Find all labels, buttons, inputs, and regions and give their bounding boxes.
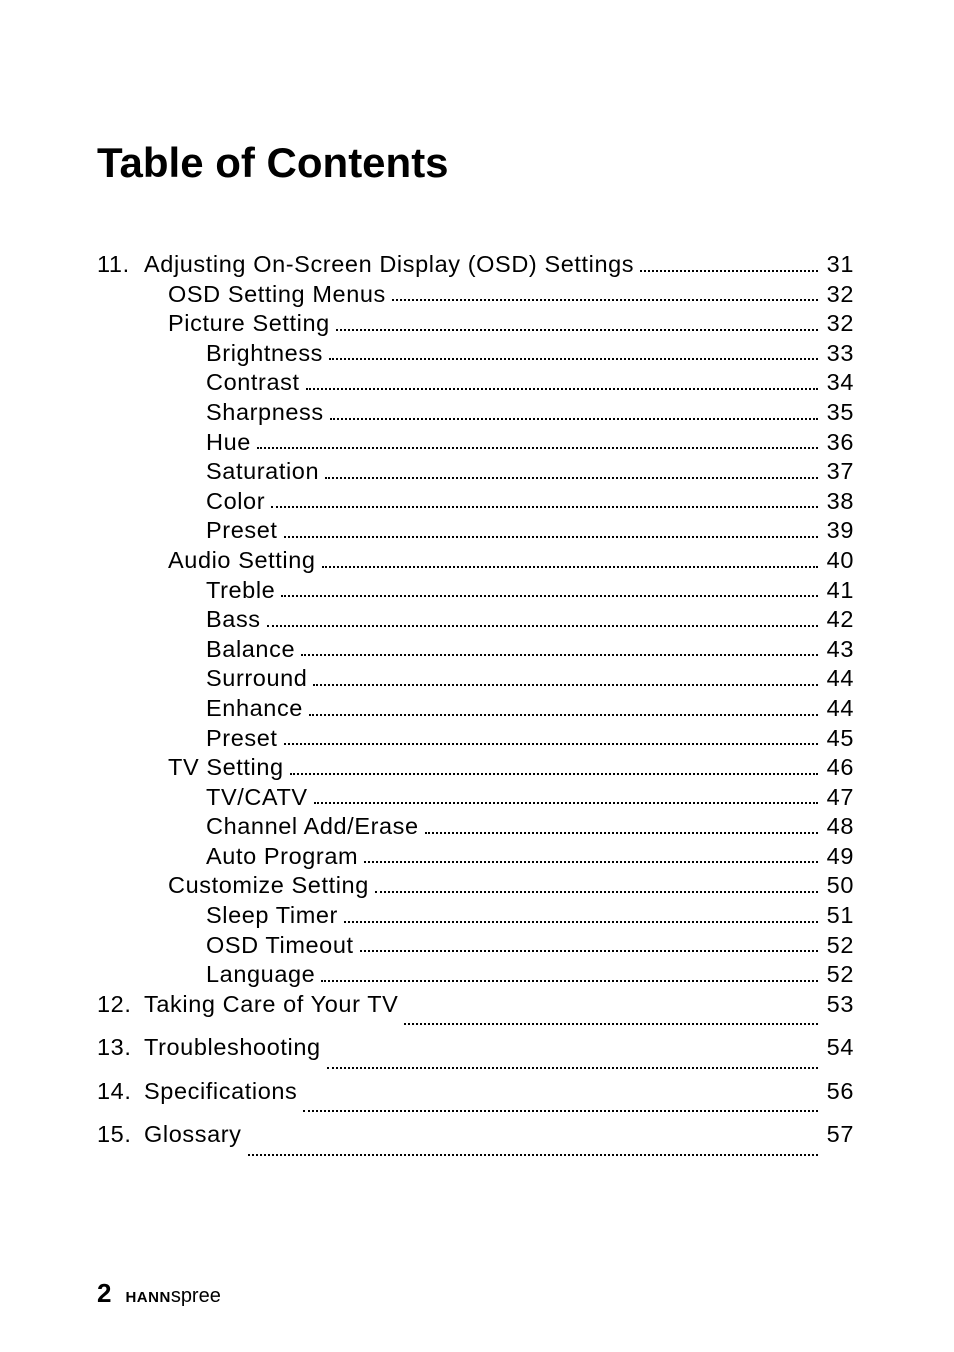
toc-entry-title	[206, 339, 329, 369]
toc-chapter-number: 15.	[97, 1121, 132, 1148]
brand-logo-bold: HANN	[125, 1289, 171, 1306]
toc-section-entry[interactable]	[97, 487, 854, 517]
toc-section-entry[interactable]	[97, 901, 854, 931]
toc-entry-title	[206, 428, 257, 458]
dot-leader	[248, 1120, 818, 1164]
toc-entry-title	[168, 280, 392, 310]
dot-leader	[327, 1033, 818, 1077]
toc-entry-title	[206, 842, 364, 872]
dot-leader	[321, 960, 818, 990]
toc-section-entry[interactable]	[97, 516, 854, 546]
toc-section-entry[interactable]	[97, 398, 854, 428]
toc-section-entry[interactable]	[97, 783, 854, 813]
toc-entry-label: Taking Care of Your TV	[144, 990, 399, 1017]
toc-section-entry[interactable]	[97, 368, 854, 398]
toc-entry-title	[168, 871, 375, 901]
dot-leader	[284, 516, 818, 546]
dot-leader	[301, 635, 818, 665]
toc-page-number: 47	[826, 783, 854, 810]
dot-leader	[313, 664, 818, 694]
toc-section-entry[interactable]	[97, 931, 854, 961]
dot-leader	[640, 250, 818, 280]
toc-page-number: 35	[826, 398, 854, 425]
toc-entry-title	[97, 1120, 248, 1150]
toc-section-entry[interactable]	[97, 871, 854, 901]
toc-section-entry[interactable]	[97, 339, 854, 369]
toc-page-number: 33	[826, 339, 854, 366]
dot-leader	[392, 280, 818, 310]
toc-page-number: 43	[826, 635, 854, 662]
toc-page-number: 50	[826, 872, 854, 899]
toc-entry-label: Balance	[206, 635, 296, 662]
toc-chapter-entry[interactable]	[97, 990, 854, 1034]
toc-page-number: 36	[826, 428, 854, 455]
toc-entry-label: Preset	[206, 517, 278, 544]
toc-section-entry[interactable]	[97, 694, 854, 724]
toc-entry-label: Audio Setting	[168, 546, 316, 573]
toc-page-number: 41	[826, 576, 854, 603]
toc-chapter-entry[interactable]	[97, 250, 854, 280]
toc-entry-label: Specifications	[144, 1077, 298, 1104]
toc-section-entry[interactable]	[97, 753, 854, 783]
toc-entry-label: OSD Timeout	[206, 931, 354, 958]
dot-leader	[404, 990, 818, 1034]
toc-page-number: 44	[826, 694, 854, 721]
toc-page-number: 46	[826, 754, 854, 781]
toc-entry-label: TV/CATV	[206, 783, 308, 810]
dot-leader	[360, 931, 818, 961]
toc-entry-label: Treble	[206, 576, 276, 603]
toc-page-number: 53	[826, 990, 854, 1017]
toc-page-number: 52	[826, 931, 854, 958]
toc-chapter-entry[interactable]	[97, 1077, 854, 1121]
toc-page-number: 51	[826, 902, 854, 929]
toc-page-number: 49	[826, 842, 854, 869]
toc-page-number: 40	[826, 546, 854, 573]
toc-page-number: 38	[826, 487, 854, 514]
toc-entry-label: OSD Setting Menus	[168, 280, 386, 307]
toc-page-number: 54	[826, 1034, 854, 1061]
toc-section-entry[interactable]	[97, 812, 854, 842]
toc-entry-title	[168, 309, 336, 339]
toc-chapter-entry[interactable]	[97, 1033, 854, 1077]
toc-entry-title	[206, 487, 271, 517]
toc-entry-title	[206, 901, 344, 931]
toc-entry-title	[206, 664, 313, 694]
dot-leader	[314, 783, 818, 813]
toc-entry-label: Glossary	[144, 1121, 242, 1148]
page-footer	[97, 1278, 221, 1309]
toc-entry-title	[206, 635, 301, 665]
toc-chapter-number: 14.	[97, 1077, 132, 1104]
toc-page-number: 37	[826, 458, 854, 485]
toc-entry-title	[206, 960, 321, 990]
toc-section-entry[interactable]	[97, 546, 854, 576]
toc-entry-title	[97, 1077, 303, 1107]
toc-entry-label: Contrast	[206, 369, 300, 396]
toc-entry-title	[97, 1033, 327, 1063]
toc-entry-title	[206, 516, 284, 546]
toc-chapter-number: 13.	[97, 1034, 132, 1061]
toc-entry-label: Picture Setting	[168, 310, 330, 337]
toc-entry-title	[206, 605, 267, 635]
toc-page-number: 42	[826, 606, 854, 633]
toc-page-number: 45	[826, 724, 854, 751]
dot-leader	[281, 576, 818, 606]
toc-entry-title	[168, 753, 290, 783]
dot-leader	[322, 546, 818, 576]
dot-leader	[309, 694, 818, 724]
toc-entry-title	[206, 398, 330, 428]
dot-leader	[330, 398, 818, 428]
page-number: 2	[97, 1278, 112, 1308]
toc-section-entry[interactable]	[97, 576, 854, 606]
toc-entry-label: Sharpness	[206, 398, 324, 425]
toc-page-number: 57	[826, 1121, 854, 1148]
toc-entry-title	[206, 368, 306, 398]
toc-entry-label: TV Setting	[168, 754, 284, 781]
brand-logo	[125, 1285, 220, 1308]
toc-chapter-number: 12.	[97, 990, 132, 1017]
toc-section-entry[interactable]	[97, 842, 854, 872]
dot-leader	[267, 605, 818, 635]
toc-page-number: 32	[826, 310, 854, 337]
toc-entry-label: Auto Program	[206, 842, 359, 869]
toc-entry-title	[206, 694, 309, 724]
toc-section-entry[interactable]	[97, 428, 854, 458]
dot-leader	[364, 842, 818, 872]
dot-leader	[303, 1077, 818, 1121]
toc-page-number: 31	[826, 251, 854, 277]
toc-entry-label: Bass	[206, 606, 261, 633]
toc-page-number: 44	[826, 665, 854, 692]
brand-logo-light: spree	[170, 1285, 221, 1307]
toc-section-entry[interactable]	[97, 664, 854, 694]
toc-section-entry[interactable]	[97, 960, 854, 990]
dot-leader	[325, 457, 818, 487]
dot-leader	[344, 901, 818, 931]
dot-leader	[329, 339, 818, 369]
toc-entry-title	[206, 724, 284, 754]
toc-entry-label: Channel Add/Erase	[206, 813, 419, 840]
toc-entry-title	[206, 783, 314, 813]
toc-entry-label: Troubleshooting	[144, 1034, 321, 1061]
toc-entry-label: Language	[206, 961, 316, 988]
toc-page-number: 39	[826, 517, 854, 544]
toc-entry-title	[168, 546, 322, 576]
toc-page-number: 52	[826, 961, 854, 988]
page-title: Table of Contents	[97, 139, 449, 186]
toc-entry-label: Color	[206, 487, 266, 514]
toc-entry-title	[206, 457, 325, 487]
toc-entry-label: Customize Setting	[168, 872, 369, 899]
toc-page-number: 34	[826, 369, 854, 396]
toc-entry-label: Adjusting On-Screen Display (OSD) Settings	[144, 251, 635, 277]
toc-entry-title	[206, 931, 360, 961]
toc-entry-label: Enhance	[206, 694, 303, 721]
toc-entry-label: Surround	[206, 665, 308, 692]
toc-page-number: 32	[826, 280, 854, 307]
toc-entry-title	[97, 990, 404, 1020]
toc-entry-label: Saturation	[206, 458, 320, 485]
toc-section-entry[interactable]	[97, 309, 854, 339]
toc-entry-title	[206, 812, 425, 842]
dot-leader	[284, 724, 818, 754]
toc-section-entry[interactable]	[97, 724, 854, 754]
toc-section-entry[interactable]	[97, 280, 854, 310]
dot-leader	[336, 309, 818, 339]
dot-leader	[375, 871, 818, 901]
table-of-contents	[97, 250, 854, 1164]
toc-section-entry[interactable]	[97, 457, 854, 487]
toc-entry-label: Preset	[206, 724, 278, 751]
dot-leader	[257, 428, 818, 458]
toc-entry-title	[97, 250, 640, 280]
toc-page-number: 48	[826, 813, 854, 840]
dot-leader	[271, 487, 818, 517]
dot-leader	[425, 812, 818, 842]
toc-chapter-entry[interactable]	[97, 1120, 854, 1164]
toc-entry-label: Brightness	[206, 339, 324, 366]
toc-entry-label: Hue	[206, 428, 251, 455]
toc-chapter-number: 11.	[97, 251, 130, 277]
toc-page-number: 56	[826, 1077, 854, 1104]
toc-entry-label: Sleep Timer	[206, 902, 338, 929]
toc-section-entry[interactable]	[97, 635, 854, 665]
toc-entry-title	[206, 576, 281, 606]
toc-section-entry[interactable]	[97, 605, 854, 635]
dot-leader	[290, 753, 818, 783]
dot-leader	[306, 368, 818, 398]
